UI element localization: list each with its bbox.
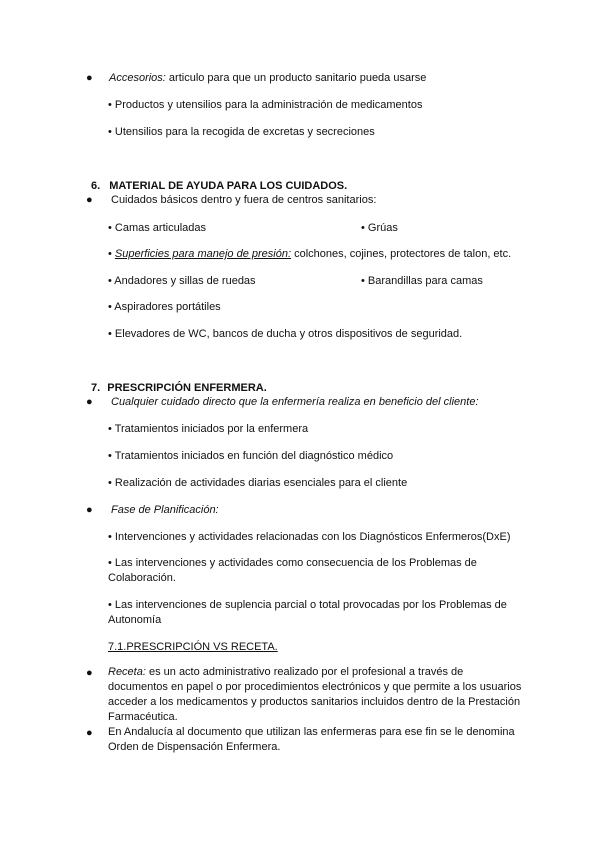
list-item: • Barandillas para camas xyxy=(361,275,483,287)
bullet-icon: ● xyxy=(86,72,93,84)
list-item: • Productos y utensilios para la administración de medicamentos xyxy=(108,99,423,111)
superficies-line xyxy=(108,247,511,262)
fase-planificacion: Fase de Planificación: xyxy=(111,504,219,516)
list-item: • Las intervenciones y actividades como consecuencia de los Problemas de Colaboración. xyxy=(108,557,477,584)
section-7-intro: Cualquier cuidado directo que la enfermería realiza en beneficio del cliente: xyxy=(111,396,479,408)
bullet-text: • xyxy=(108,248,115,260)
section-title: PRESCRIPCIÓN ENFERMERA. xyxy=(107,382,267,394)
section-6-heading xyxy=(91,179,347,194)
receta-paragraph xyxy=(108,665,526,725)
list-item: • Utensilios para la recogida de excretas y secreciones xyxy=(108,126,375,138)
receta-term: Receta: xyxy=(108,666,146,678)
list-item: • Elevadores de WC, bancos de ducha y otros dispositivos de seguridad. xyxy=(108,328,463,340)
accesorios-term: Accesorios: xyxy=(109,72,166,84)
subsection-7-1-heading: 7.1.PRESCRIPCIÓN VS RECETA. xyxy=(108,641,278,653)
section-7-heading xyxy=(91,381,267,396)
superficies-term: Superficies para manejo de presión: xyxy=(114,248,292,260)
list-item: • Camas articuladas xyxy=(108,222,207,234)
andalucia-paragraph: En Andalucía al documento que utilizan las enfermeras para ese fin se le denomina Orden de Dispensación Enfermera. xyxy=(108,726,515,753)
list-item: • Tratamientos iniciados por la enfermera xyxy=(108,423,309,435)
bullet-icon: ● xyxy=(86,194,93,206)
list-item: • Intervenciones y actividades relacionadas con los Diagnósticos Enfermeros(DxE) xyxy=(108,531,511,543)
section-title: MATERIAL DE AYUDA PARA LOS CUIDADOS. xyxy=(109,180,348,192)
list-item: • Aspiradores portátiles xyxy=(108,301,221,313)
list-item: • Realización de actividades diarias esenciales para el cliente xyxy=(108,477,408,489)
receta-text: es un acto administrativo realizado por el profesional a través de documentos en papel o por procedimientos electrónicos y que permite a los usuarios acceder a los medicamentos y productos sanitarios incluidos dentro de la Prestación Farmacéutica. xyxy=(108,666,522,723)
accesorios-line xyxy=(109,71,426,86)
accesorios-definition: articulo para que un producto sanitario pueda usarse xyxy=(165,72,427,84)
bullet-icon: ● xyxy=(86,396,93,408)
list-item: • Las intervenciones de suplencia parcial o total provocadas por los Problemas de Autonomía xyxy=(108,599,507,626)
list-item: • Grúas xyxy=(361,222,398,234)
bullet-icon: ● xyxy=(86,504,93,516)
section-number: 7. xyxy=(91,382,101,394)
list-item: • Andadores y sillas de ruedas xyxy=(108,275,256,287)
list-item: • Tratamientos iniciados en función del diagnóstico médico xyxy=(108,450,394,462)
bullet-icon: ● xyxy=(86,667,93,679)
bullet-icon: ● xyxy=(86,727,93,739)
section-number: 6. xyxy=(91,180,101,192)
section-6-intro: Cuidados básicos dentro y fuera de centros sanitarios: xyxy=(111,194,377,206)
superficies-rest: colchones, cojines, protectores de talon, etc. xyxy=(291,248,512,260)
